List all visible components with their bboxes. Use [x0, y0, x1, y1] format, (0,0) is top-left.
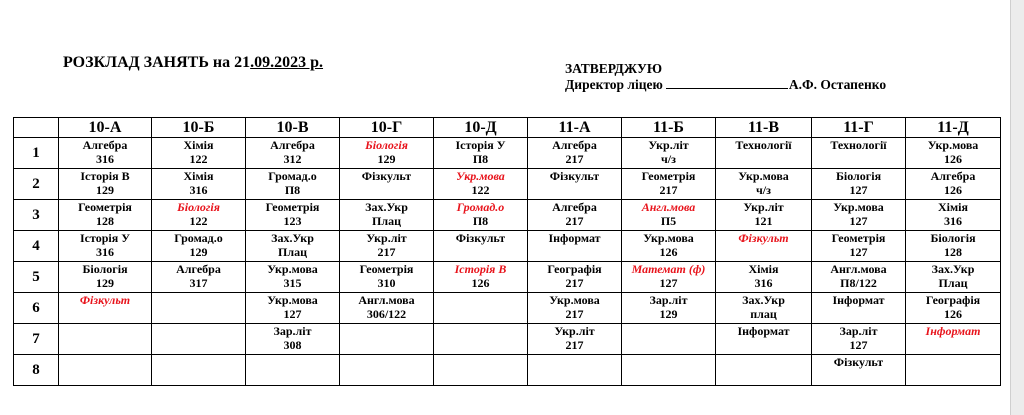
lesson-cell	[340, 200, 434, 231]
class-header: 11-Г	[812, 118, 906, 138]
subject-name: Зах.Укр	[365, 200, 408, 214]
approval-position: Директор ліцею	[565, 77, 663, 92]
subject-name: Укр.мова	[267, 293, 318, 307]
lesson-cell	[622, 262, 716, 293]
room-number: 127	[283, 307, 302, 321]
room-number: 306/122	[366, 307, 407, 321]
room-number: П8	[472, 152, 489, 166]
lesson-cell	[152, 138, 246, 169]
lesson-cell	[434, 355, 528, 386]
lesson-cell	[340, 355, 434, 386]
lesson-cell	[906, 138, 1001, 169]
subject-name: Укр.мова	[738, 169, 789, 183]
subject-name: Англ.мова	[358, 293, 415, 307]
corner-cell	[14, 118, 59, 138]
room-number: 122	[471, 183, 490, 197]
room-number: ч/з	[756, 183, 771, 197]
room-number: 128	[96, 214, 114, 228]
room-number: П8	[284, 183, 301, 197]
lesson-cell	[434, 200, 528, 231]
lesson-number: 3	[14, 200, 59, 231]
room-number: 316	[944, 214, 962, 228]
lesson-number: 5	[14, 262, 59, 293]
approval-signer: А.Ф. Остапенко	[788, 77, 887, 92]
room-number: 217	[565, 214, 584, 228]
subject-name: Англ.мова	[641, 200, 696, 214]
subject-name: Громад.о	[268, 169, 317, 183]
subject-name: Хімія	[183, 138, 214, 152]
lesson-row	[14, 324, 1001, 355]
lesson-cell	[906, 231, 1001, 262]
lesson-cell	[246, 138, 340, 169]
lesson-cell	[59, 231, 152, 262]
subject-name: Геометрія	[359, 262, 414, 276]
room-number: 315	[283, 276, 302, 290]
subject-name: Зар.літ	[839, 324, 878, 338]
subject-name: Громад.о	[456, 200, 505, 214]
lesson-cell	[716, 138, 812, 169]
lesson-cell	[152, 293, 246, 324]
subject-name: Хімія	[938, 200, 968, 214]
subject-name: Алгебра	[82, 138, 128, 152]
lesson-cell	[528, 324, 622, 355]
subject-name: Алгебра	[930, 169, 976, 183]
subject-name: Громад.о	[174, 231, 223, 245]
lesson-cell	[906, 262, 1001, 293]
lesson-cell	[59, 200, 152, 231]
room-number: 127	[849, 183, 868, 197]
lesson-cell	[434, 262, 528, 293]
lesson-cell	[812, 231, 906, 262]
subject-name: Біологія	[835, 169, 882, 183]
room-number: 128	[944, 245, 962, 259]
lesson-cell	[59, 138, 152, 169]
subject-name: Алгебра	[270, 138, 315, 152]
lesson-cell	[434, 169, 528, 200]
lesson-cell	[152, 231, 246, 262]
subject-name: Укр.мова	[927, 138, 979, 152]
header-row	[14, 118, 1001, 138]
lesson-row	[14, 231, 1001, 262]
lesson-number: 7	[14, 324, 59, 355]
room-number: 129	[377, 152, 396, 166]
room-number: 122	[189, 214, 208, 228]
subject-name: Хімія	[748, 262, 779, 276]
subject-name: Зар.літ	[273, 324, 312, 338]
room-number: 126	[471, 276, 490, 290]
room-number: 312	[283, 152, 302, 166]
lesson-cell	[434, 324, 528, 355]
approval-block	[565, 61, 886, 93]
subject-name: Зах.Укр	[931, 262, 975, 276]
lesson-cell	[152, 355, 246, 386]
subject-name: Фізкульт	[833, 355, 884, 369]
subject-name: Алгебра	[552, 138, 597, 152]
class-header: 11-А	[528, 118, 622, 138]
lesson-number: 4	[14, 231, 59, 262]
subject-name: Технології	[735, 138, 792, 152]
room-number: плац	[750, 307, 777, 321]
room-number: П8/122	[840, 276, 877, 290]
lesson-cell	[812, 138, 906, 169]
lesson-row	[14, 355, 1001, 386]
class-header: 10-А	[59, 118, 152, 138]
lesson-cell	[716, 200, 812, 231]
subject-name: Зах.Укр	[271, 231, 314, 245]
lesson-cell	[246, 200, 340, 231]
subject-name: Алгебра	[176, 262, 221, 276]
lesson-cell	[812, 324, 906, 355]
lesson-cell	[59, 293, 152, 324]
class-header: 11-Б	[622, 118, 716, 138]
lesson-cell	[622, 324, 716, 355]
room-number: 316	[96, 245, 114, 259]
room-number: ч/з	[661, 152, 676, 166]
lesson-cell	[906, 200, 1001, 231]
lesson-cell	[59, 355, 152, 386]
lesson-cell	[528, 293, 622, 324]
room-number: 126	[944, 307, 962, 321]
room-number: 126	[944, 152, 962, 166]
subject-name: Фізкульт	[361, 169, 412, 183]
subject-name: Англ.мова	[830, 262, 887, 276]
subject-name: Географія	[547, 262, 602, 276]
room-number: 129	[189, 245, 208, 259]
lesson-cell	[340, 324, 434, 355]
room-number: Плац	[372, 214, 401, 228]
lesson-cell	[246, 169, 340, 200]
room-number: 316	[754, 276, 773, 290]
subject-name: Укр.літ	[743, 200, 784, 214]
lesson-cell	[812, 262, 906, 293]
lesson-cell	[246, 324, 340, 355]
room-number: 127	[849, 245, 868, 259]
lesson-cell	[716, 355, 812, 386]
subject-name: Біологія	[365, 138, 408, 152]
lesson-cell	[812, 355, 906, 386]
room-number: 316	[189, 183, 208, 197]
subject-name: Інформат	[925, 324, 981, 338]
subject-name: Фізкульт	[738, 231, 789, 245]
lesson-cell	[528, 231, 622, 262]
title-prefix: РОЗКЛАД ЗАНЯТЬ на 21	[63, 54, 251, 71]
subject-name: Географія	[925, 293, 981, 307]
room-number: 123	[283, 214, 302, 228]
room-number: 127	[849, 214, 868, 228]
lesson-cell	[340, 231, 434, 262]
class-header: 11-Д	[906, 118, 1001, 138]
room-number: 217	[377, 245, 396, 259]
lesson-cell	[622, 138, 716, 169]
lesson-cell	[340, 138, 434, 169]
subject-name: Математ (ф)	[631, 262, 706, 276]
lesson-number: 6	[14, 293, 59, 324]
room-number: 217	[565, 276, 584, 290]
subject-name: Історія В	[454, 262, 507, 276]
subject-name: Геометрія	[831, 231, 886, 245]
lesson-cell	[528, 355, 622, 386]
room-number: 129	[96, 276, 114, 290]
lesson-cell	[716, 293, 812, 324]
lesson-cell	[59, 324, 152, 355]
room-number: 310	[377, 276, 396, 290]
subject-name: Інформат	[737, 324, 790, 338]
lesson-cell	[622, 169, 716, 200]
lesson-cell	[434, 293, 528, 324]
lesson-cell	[812, 293, 906, 324]
subject-name: Біологія	[82, 262, 128, 276]
subject-name: Історія В	[80, 169, 130, 183]
lesson-cell	[59, 262, 152, 293]
subject-name: Укр.літ	[366, 231, 407, 245]
room-number: 129	[96, 183, 114, 197]
lesson-number: 2	[14, 169, 59, 200]
lesson-cell	[246, 262, 340, 293]
subject-name: Зах.Укр	[742, 293, 785, 307]
subject-name: Фізкульт	[455, 231, 506, 245]
lesson-cell	[716, 262, 812, 293]
lesson-cell	[906, 293, 1001, 324]
lesson-cell	[152, 200, 246, 231]
room-number: Плац	[278, 245, 307, 259]
room-number: 127	[849, 338, 868, 352]
lesson-cell	[340, 293, 434, 324]
lesson-row	[14, 293, 1001, 324]
lesson-cell	[59, 169, 152, 200]
lesson-cell	[906, 324, 1001, 355]
subject-name: Укр.літ	[648, 138, 689, 152]
lesson-cell	[622, 231, 716, 262]
lesson-row	[14, 200, 1001, 231]
room-number: 217	[659, 183, 678, 197]
lesson-cell	[716, 169, 812, 200]
approval-signature-line	[565, 77, 886, 93]
class-header: 10-Д	[434, 118, 528, 138]
room-number: 122	[189, 152, 208, 166]
room-number: 126	[944, 183, 962, 197]
room-number: П8	[472, 214, 489, 228]
room-number: Плац	[938, 276, 968, 290]
lesson-cell	[340, 169, 434, 200]
lesson-cell	[152, 324, 246, 355]
room-number: 129	[659, 307, 678, 321]
subject-name: Біологія	[177, 200, 220, 214]
subject-name: Укр.мова	[643, 231, 694, 245]
lesson-row	[14, 262, 1001, 293]
title-date: .09.2023 р.	[250, 54, 324, 71]
lesson-cell	[528, 169, 622, 200]
room-number: 217	[565, 338, 584, 352]
room-number: 217	[565, 152, 584, 166]
room-number: П5	[660, 214, 677, 228]
lesson-cell	[716, 324, 812, 355]
subject-name: Укр.мова	[833, 200, 884, 214]
class-header: 11-В	[716, 118, 812, 138]
lesson-row	[14, 169, 1001, 200]
lesson-cell	[812, 200, 906, 231]
subject-name: Геометрія	[641, 169, 696, 183]
lesson-cell	[528, 138, 622, 169]
subject-name: Технології	[830, 138, 887, 152]
lesson-cell	[246, 231, 340, 262]
class-header: 10-Б	[152, 118, 246, 138]
lesson-cell	[152, 262, 246, 293]
subject-name: Укр.літ	[554, 324, 595, 338]
lesson-number: 8	[14, 355, 59, 386]
subject-name: Фізкульт	[79, 293, 131, 307]
subject-name: Геометрія	[265, 200, 320, 214]
subject-name: Укр.мова	[549, 293, 600, 307]
lesson-cell	[622, 200, 716, 231]
lesson-cell	[812, 169, 906, 200]
lesson-cell	[246, 355, 340, 386]
room-number: 316	[96, 152, 114, 166]
subject-name: Зар.літ	[649, 293, 688, 307]
lesson-cell	[434, 138, 528, 169]
subject-name: Укр.мова	[456, 169, 505, 183]
subject-name: Хімія	[183, 169, 214, 183]
room-number: 121	[754, 214, 773, 228]
room-number: 217	[565, 307, 584, 321]
room-number: 127	[659, 276, 678, 290]
lesson-cell	[528, 200, 622, 231]
lesson-cell	[716, 231, 812, 262]
lesson-cell	[434, 231, 528, 262]
page-edge	[1010, 0, 1024, 415]
lesson-cell	[246, 293, 340, 324]
class-header: 10-В	[246, 118, 340, 138]
lesson-cell	[528, 262, 622, 293]
room-number: 317	[189, 276, 208, 290]
lesson-row	[14, 138, 1001, 169]
lesson-cell	[340, 262, 434, 293]
subject-name: Історія У	[455, 138, 506, 152]
document-title	[63, 54, 323, 72]
subject-name: Фізкульт	[549, 169, 600, 183]
subject-name: Алгебра	[552, 200, 597, 214]
class-header: 10-Г	[340, 118, 434, 138]
room-number: 126	[659, 245, 678, 259]
lesson-cell	[906, 169, 1001, 200]
signature-underline	[666, 78, 788, 89]
lesson-cell	[906, 355, 1001, 386]
schedule-table	[13, 117, 1001, 386]
lesson-cell	[622, 355, 716, 386]
lesson-number: 1	[14, 138, 59, 169]
subject-name: Інформат	[832, 293, 885, 307]
subject-name: Інформат	[548, 231, 601, 245]
room-number: 308	[283, 338, 302, 352]
subject-name: Біологія	[930, 231, 976, 245]
subject-name: Укр.мова	[267, 262, 318, 276]
lesson-cell	[152, 169, 246, 200]
approval-heading: ЗАТВЕРДЖУЮ	[565, 61, 663, 76]
lesson-cell	[622, 293, 716, 324]
subject-name: Геометрія	[78, 200, 132, 214]
subject-name: Історія У	[79, 231, 131, 245]
